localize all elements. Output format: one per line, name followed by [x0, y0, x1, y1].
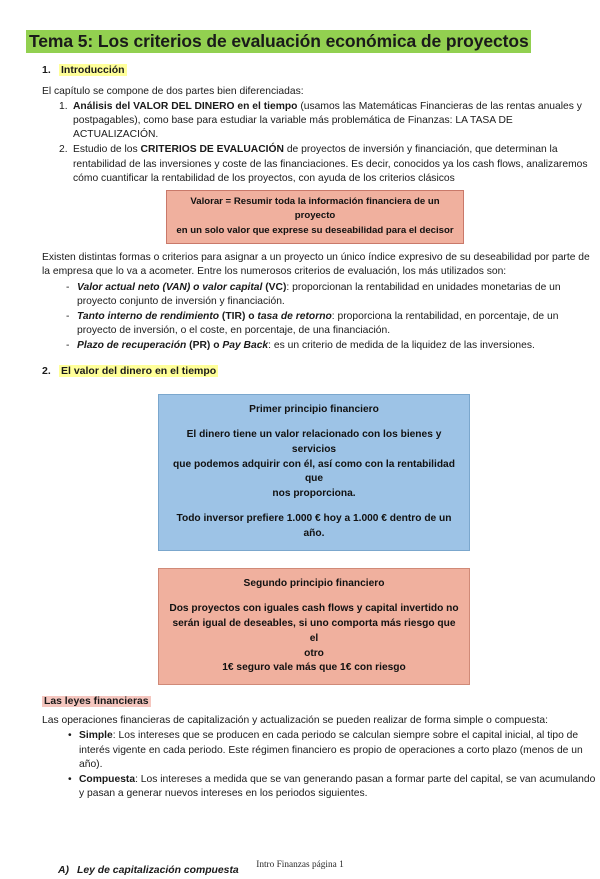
list-marker: - [66, 310, 70, 322]
leyes-list [0, 729, 600, 801]
plain-phrase: (usamos las Matemáticas Financieras de las rentas anuales y postpagables), como base para estudiar la variable más problemática de Finanzas: LA TASA DE ACTUALIZACIÓN. [73, 100, 582, 141]
subsection-heading-text: Las leyes financieras [44, 696, 149, 708]
callout-line-3: nos proporciona. [272, 488, 356, 500]
subsection-letter: A) [58, 865, 69, 877]
bold-phrase: CRITERIOS DE EVALUACIÓN [140, 144, 284, 156]
italic-term: Tanto interno de rendimiento [77, 310, 220, 322]
list-item [0, 310, 596, 338]
callout-title: Segundo principio financiero [243, 578, 385, 590]
callout-line-1: El dinero tiene un valor relacionado con los bienes y servicios [186, 428, 442, 455]
criterios-lead-text: Existen distintas formas o criterios para asignar a un proyecto un único índice expresivo de su deseabilidad por parte de la empresa que lo va a acometer. Entre los numerosos criterios de evaluación, los más utilizados son: [42, 252, 590, 278]
section-number: 1. [42, 63, 51, 76]
page-title-text: Tema 5: Los criterios de evaluación económica de proyectos [26, 30, 531, 53]
list-item-text [79, 729, 596, 772]
section-label-wrapper [59, 64, 127, 78]
list-marker: • [68, 730, 72, 742]
list-item [0, 729, 596, 772]
list-item-text [77, 310, 596, 338]
section-number: 2. [42, 364, 51, 377]
section-label: Introducción [61, 63, 125, 76]
mid-term: (PR) o [186, 340, 223, 352]
callout-line-2: en un solo valor que exprese su deseabilidad para el decisor [176, 224, 454, 236]
criterios-list [0, 281, 600, 354]
plain-phrase: : es un criterio de medida de la liquidez de las inversiones. [268, 340, 535, 352]
plain-phrase-pre: Estudio de los [73, 144, 141, 156]
intro-list [0, 100, 600, 186]
subsection-label: Ley de capitalización compuesta [77, 865, 239, 877]
list-item [0, 339, 596, 353]
callout-line-1: Dos proyectos con iguales cash flows y capital invertido no [169, 603, 459, 615]
list-item-text [79, 773, 596, 801]
subsection-heading-leyes-financieras [0, 696, 600, 707]
bold-phrase: Simple [79, 730, 113, 742]
callout-closing: 1€ seguro vale más que 1€ con riesgo [222, 662, 406, 674]
italic-term-2: tasa de retorno [257, 310, 332, 322]
list-item-text [77, 281, 596, 309]
list-marker: - [66, 340, 70, 352]
italic-term: Plazo de recuperación [77, 340, 187, 352]
list-marker: - [66, 281, 70, 293]
page-footer: Intro Finanzas página 1 [256, 860, 344, 870]
bold-phrase: Compuesta [79, 773, 136, 785]
list-marker: 2. [59, 144, 68, 156]
list-item-text [73, 143, 596, 186]
list-item [0, 143, 596, 186]
callout-spacer [169, 418, 459, 428]
page-title [0, 31, 600, 53]
mid-term: (TIR) o [219, 310, 258, 322]
section-heading-valor-dinero [0, 365, 600, 379]
callout-line-1 [173, 195, 457, 224]
section-label: El valor del dinero en el tiempo [61, 364, 217, 377]
list-marker: 1. [59, 100, 68, 112]
list-item-text [77, 339, 596, 353]
plain-phrase: : Los intereses a medida que se van generando pasan a formar parte del capital, se van acumulando y pasan a generar nuevos intereses en los periodos siguientes. [79, 773, 596, 800]
bold-phrase: Análisis del VALOR DEL DINERO en el tiempo [73, 100, 298, 112]
list-item [0, 281, 596, 309]
intro-lead-text: El capítulo se compone de dos partes bien diferenciadas: [42, 85, 304, 97]
section-label-wrapper [59, 365, 218, 379]
plain-phrase: : Los intereses que se producen en cada periodo se calculan siempre sobre el capital inicial, al tipo de interés vigente en cada periodo. Este régimen financiero es propio de operaciones a corto plazo (menos de un año). [79, 730, 583, 770]
callout-line-2: serán igual de deseables, si uno comporta más riesgo que el [172, 617, 456, 644]
mid-term: (VC) [262, 281, 287, 293]
plain-phrase: : proporciona la rentabilidad, en porcentaje, de un proyecto de inversión, o el coste, en porcentaje, de una financiación. [77, 310, 559, 337]
leyes-lead-text: Las operaciones financieras de capitalización y actualización se pueden realizar de forma simple o compuesta: [42, 715, 548, 727]
callout-spacer-2 [169, 502, 459, 512]
section-heading-introduccion [0, 64, 600, 78]
plain-phrase: : proporcionan la rentabilidad en unidades monetarias de un proyecto conjunto de inversión y financiación. [77, 281, 561, 307]
callout-line-2: que podemos adquirir con él, así como con la rentabilidad que [173, 458, 455, 485]
list-item-text [73, 100, 596, 143]
callout-box-primer-principio [158, 394, 470, 551]
callout-title: Primer principio financiero [249, 404, 379, 416]
callout-box-segundo-principio [158, 568, 470, 685]
callout-spacer [169, 592, 459, 602]
callout-box-valorar [166, 190, 464, 244]
callout-closing: Todo inversor prefiere 1.000 € hoy a 1.000 € dentro de un año. [176, 512, 452, 539]
list-marker: • [68, 773, 72, 785]
italic-term: Valor actual neto (VAN) o valor capital [77, 281, 263, 293]
callout-line-3: otro [304, 647, 324, 659]
plain-phrase: de proyectos de inversión y financiación, que determinan la rentabilidad de las inversiones y coste de las financiaciones. Es decir, conocidos ya los cash flows, analizaremos cómo cuantificar la rentabilidad de los proyectos, con ayuda de los criterios clásicos [73, 144, 588, 184]
list-item [0, 773, 596, 801]
callout-bold-term: Valorar = [190, 195, 232, 207]
list-item [0, 100, 596, 143]
italic-term-2: Pay Back [222, 340, 269, 352]
document-page [0, 31, 600, 879]
callout-line-1-rest: Resumir toda la información financiera de un proyecto [231, 195, 440, 222]
